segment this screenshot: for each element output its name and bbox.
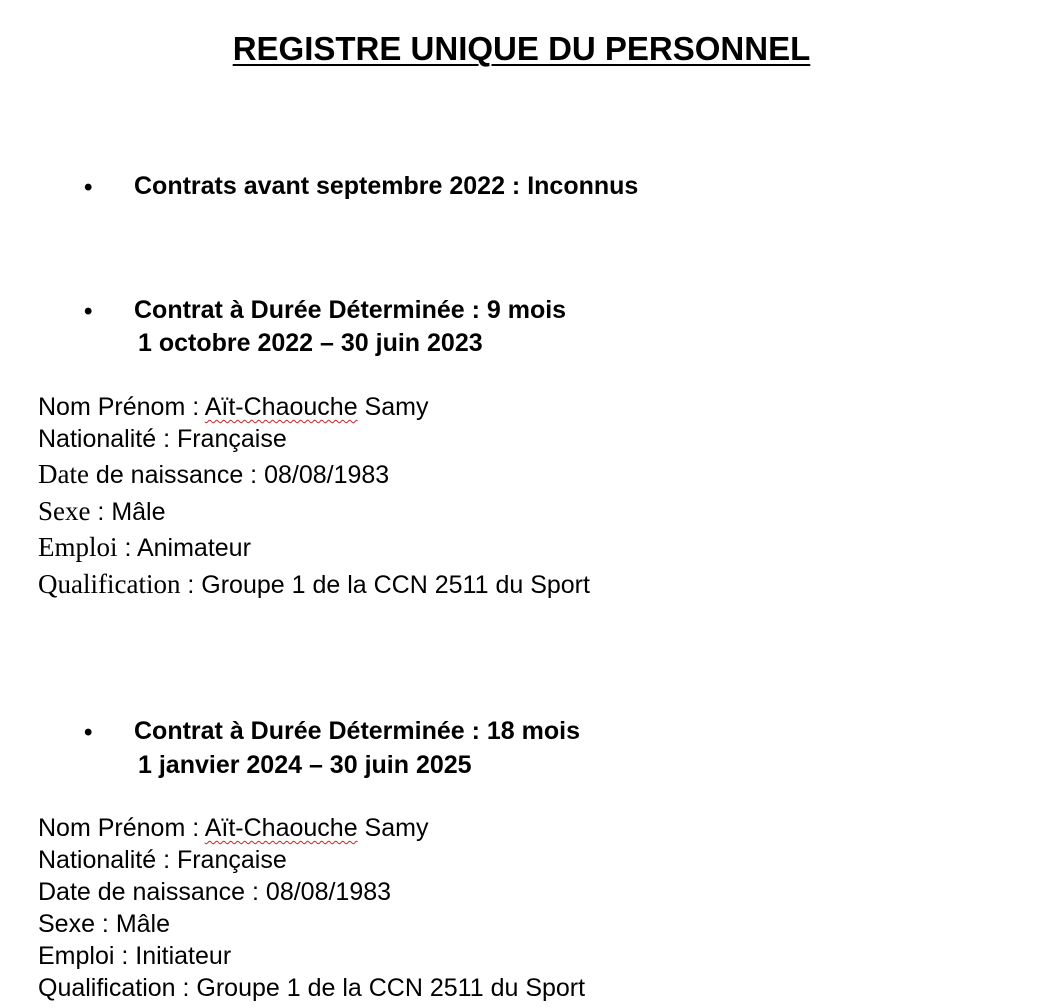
contract-period: 1 octobre 2022 – 30 juin 2023 xyxy=(138,329,483,357)
employee-nationality: Nationalité : Française xyxy=(38,846,287,874)
name-label: Nom Prénom : xyxy=(38,393,205,421)
employee-name xyxy=(38,814,428,843)
section-heading: Contrat à Durée Déterminée : 9 mois xyxy=(134,296,567,324)
bullet-point: • xyxy=(84,298,93,325)
employee-job xyxy=(38,532,251,563)
employee-firstname: Samy xyxy=(357,393,429,421)
job-label: Emploi xyxy=(38,532,118,562)
employee-job: Emploi : Initiateur xyxy=(38,942,232,970)
employee-name xyxy=(38,393,428,422)
contract-period: 1 janvier 2024 – 30 juin 2025 xyxy=(138,751,472,779)
section-heading: Contrat à Durée Déterminée : 18 mois xyxy=(134,717,580,745)
document-title: REGISTRE UNIQUE DU PERSONNEL xyxy=(232,30,811,67)
employee-surname: Aït-Chaouche xyxy=(204,393,358,421)
section-heading: Contrats avant septembre 2022 : Inconnus xyxy=(134,172,639,200)
employee-surname: Aït-Chaouche xyxy=(204,814,358,842)
birth-label: Date xyxy=(38,459,89,489)
employee-birth-date: Date de naissance : 08/08/1983 xyxy=(38,878,392,906)
qualification-value: : Groupe 1 de la CCN 2511 du Sport xyxy=(180,571,590,599)
employee-firstname: Samy xyxy=(357,814,429,842)
employee-qualification: Qualification : Groupe 1 de la CCN 2511 du Sport xyxy=(38,974,586,1002)
employee-birth-date xyxy=(38,459,389,490)
sex-label: Sexe xyxy=(38,496,91,526)
job-value: : Animateur xyxy=(117,534,251,562)
sex-value: : Mâle xyxy=(90,498,166,526)
qualification-label: Qualification xyxy=(38,569,181,599)
bullet-point: • xyxy=(84,174,93,201)
employee-qualification xyxy=(38,569,590,600)
employee-nationality: Nationalité : Française xyxy=(38,425,287,453)
bullet-point: • xyxy=(84,719,93,746)
employee-sex: Sexe : Mâle xyxy=(38,910,171,938)
name-label: Nom Prénom : xyxy=(38,814,205,842)
employee-sex xyxy=(38,496,166,527)
birth-value: de naissance : 08/08/1983 xyxy=(88,461,390,489)
